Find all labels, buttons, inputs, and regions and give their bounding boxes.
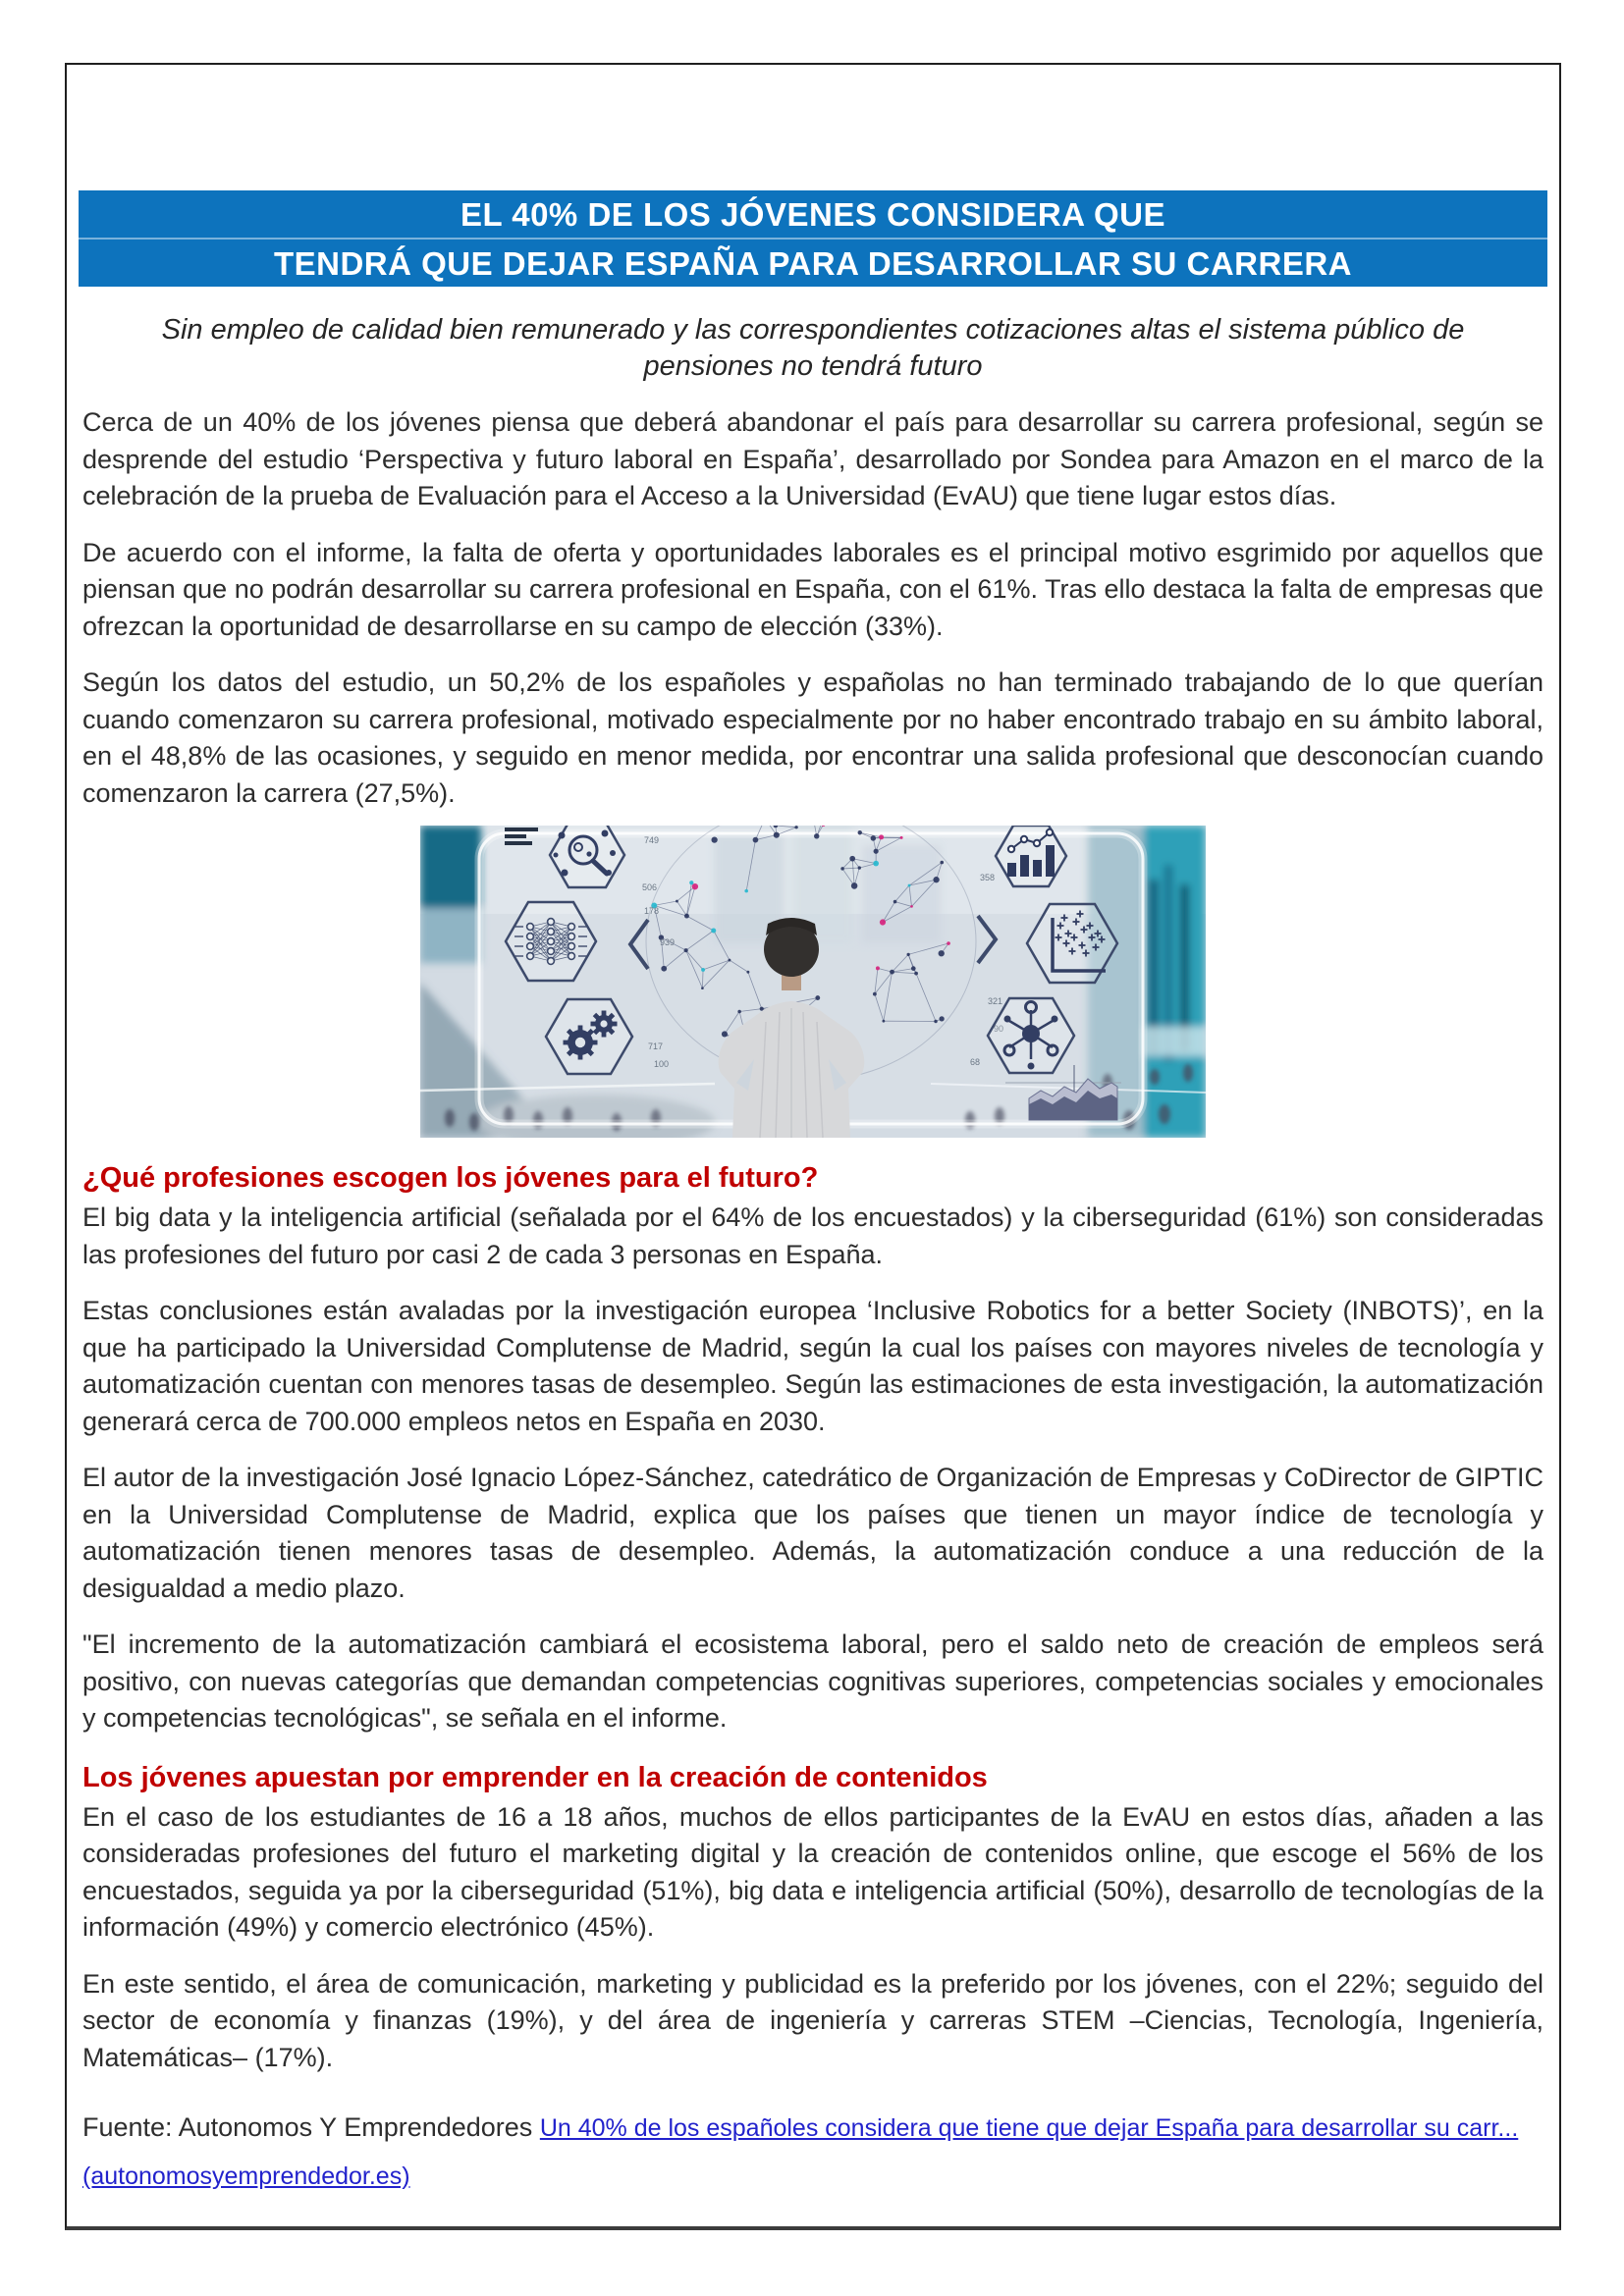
svg-text:506: 506 bbox=[642, 882, 658, 892]
section2-paragraph-2: En este sentido, el área de comunicación, marketing y publicidad es la preferido por los jóvenes, con el 22%; seguido del sector de economía y finanzas (19%), y del área de ingeniería y carreras STEM –Ciencias, Tecnología, Ingeniería, Matemáticas– (17%). bbox=[82, 1968, 1543, 2072]
source-link[interactable]: Un 40% de los españoles considera que tiene que dejar España para desarrollar su carr... (autonomosyemprendedor.es) bbox=[82, 2114, 1519, 2190]
svg-text:749: 749 bbox=[644, 835, 660, 845]
svg-text:939: 939 bbox=[660, 937, 676, 947]
svg-text:358: 358 bbox=[980, 873, 996, 882]
section2-heading: Los jóvenes apuestan por emprender en la creación de contenidos bbox=[82, 1761, 988, 1793]
title-line-1: EL 40% DE LOS JÓVENES CONSIDERA QUE bbox=[460, 196, 1165, 233]
source-line bbox=[82, 2104, 1543, 2200]
source-prefix: Fuente: Autonomos Y Emprendedores bbox=[82, 2112, 540, 2142]
intro-paragraph-1: Cerca de un 40% de los jóvenes piensa que deberá abandonar el país para desarrollar su carrera profesional, según se desprende del estudio ‘Perspectiva y futuro laboral en España’, desarrollado por Sondea para Amazon en el marco de la celebración de la prueba de Evaluación para el Acceso a la Universidad (EvAU) que tiene lugar estos días. bbox=[82, 407, 1543, 510]
svg-text:717: 717 bbox=[648, 1041, 664, 1051]
svg-text:100: 100 bbox=[654, 1059, 670, 1069]
article-subtitle: Sin empleo de calidad bien remunerado y las correspondientes cotizaciones altas el sistema público de pensiones no tendrá futuro bbox=[161, 314, 1465, 382]
intro-paragraph-3: Según los datos del estudio, un 50,2% de los españoles y españolas no han terminado trabajando de lo que querían cuando comenzaron su carrera profesional, motivado especialmente por no haber encontrado trabajo en su ámbito laboral, en el 48,8% de las ocasiones, y seguido en menor medida, por encontrar una salida profesional que desconocían cuando comenzaron la carrera (27,5%). bbox=[82, 667, 1543, 808]
title-line-2: TENDRÁ QUE DEJAR ESPAÑA PARA DESARROLLAR SU CARRERA bbox=[79, 238, 1547, 287]
section1-paragraph-4: "El incremento de la automatización cambiará el ecosistema laboral, pero el saldo neto de creación de empleos será positivo, con nuevas categorías que demandan competencias cognitivas superiores, competencias sociales y emocionales y competencias tecnológicas", se señala en el informe. bbox=[82, 1629, 1543, 1733]
hero-image-illustration bbox=[420, 826, 1206, 1138]
svg-text:321: 321 bbox=[988, 996, 1003, 1006]
section1-heading: ¿Qué profesiones escogen los jóvenes para el futuro? bbox=[82, 1162, 819, 1194]
article-title-banner bbox=[79, 190, 1547, 287]
section1-paragraph-2: Estas conclusiones están avaladas por la investigación europea ‘Inclusive Robotics for a better Society (INBOTS)’, en la que ha participado la Universidad Complutense de Madrid, según la cual los países con mayores niveles de tecnología y automatización cuentan con menores tasas de desempleo. Según las estimaciones de esta investigación, la automatización generará cerca de 700.000 empleos netos en España en 2030. bbox=[82, 1296, 1543, 1436]
section2-paragraph-1: En el caso de los estudiantes de 16 a 18 años, muchos de ellos participantes de la EvAU en estos días, añaden a las consideradas profesiones del futuro el marketing digital y la creación de contenidos online, que escoge el 56% de los encuestados, seguida ya por la ciberseguridad (51%), big data e inteligencia artificial (50%), desarrollo de tecnologías de la información (49%) y comercio electrónico (45%). bbox=[82, 1801, 1543, 1942]
document-page-frame bbox=[65, 63, 1561, 2230]
hero-image-man-looking-at-data-network bbox=[420, 826, 1206, 1138]
svg-text:178: 178 bbox=[644, 906, 660, 916]
section1-paragraph-3: El autor de la investigación José Ignacio López-Sánchez, catedrático de Organización de Empresas y CoDirector de GIPTIC en la Universidad Complutense de Madrid, explica que los países que tienen un mayor índice de tecnología y automatización tienen menores tasas de desempleo. Además, la automatización conduce a una reducción de la desigualdad a medio plazo. bbox=[82, 1463, 1543, 1603]
section1-paragraph-1: El big data y la inteligencia artificial (señalada por el 64% de los encuestados) y la ciberseguridad (61%) son consideradas las profesiones del futuro por casi 2 de cada 3 personas en España. bbox=[82, 1202, 1543, 1269]
intro-paragraph-2: De acuerdo con el informe, la falta de oferta y oportunidades laborales es el principal motivo esgrimido por aquellos que piensan que no podrán desarrollar su carrera profesional en España, con el 61%. Tras ello destaca la falta de empresas que ofrezcan la oportunidad de desarrollarse en su campo de elección (33%). bbox=[82, 537, 1543, 641]
svg-text:68: 68 bbox=[970, 1057, 981, 1067]
